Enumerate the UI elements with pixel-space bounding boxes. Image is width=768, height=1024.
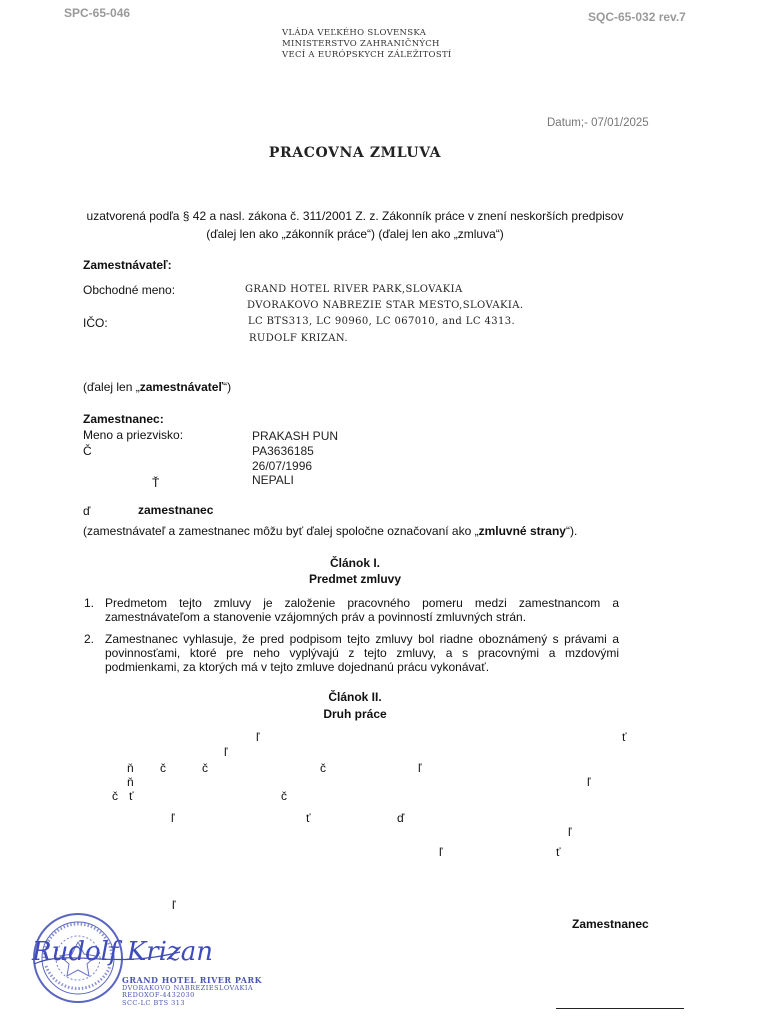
employer-line: DVORAKOVO NABREZIE STAR MESTO,SLOVAKIA.	[247, 300, 524, 311]
employer-name-label: Obchodné meno:	[83, 283, 176, 297]
text-fragment: ň	[127, 775, 134, 789]
employee-alias: zamestnanec	[138, 503, 214, 517]
text-fragment: ľ	[587, 775, 591, 789]
intro-line-1: uzatvorená podľa § 42 a nasl. zákona č. 311/2001 Z. z. Zákonník práce v znení neskorších predpisov	[86, 209, 624, 223]
alias-post: “)	[223, 380, 232, 394]
employee-value: PA3636185	[252, 444, 314, 458]
article1-item-text: Zamestnanec vyhlasuje, že pred podpisom tejto zmluvy bol riadne oboznámený s právami a povinnosťami, ktoré pre neho vyplývajú z tejto zmluvy, a s pracovnými a mzdovými podmienkami, za ktorých má v tejto zmluve dojednanú prácu vykonávať.	[105, 632, 619, 674]
employer-line: GRAND HOTEL RIVER PARK,SLOVAKIA	[245, 284, 463, 295]
text-fragment: č	[320, 761, 326, 775]
parties-pre: (zamestnávateľ a zamestnanec môžu byť ďalej spoločne označovaní ako „	[83, 524, 479, 538]
ministry-line: VLÁDA VEĽKÉHO SLOVENSKA	[282, 28, 427, 38]
article2-subheading: Druh práce	[323, 707, 387, 721]
text-fragment: č	[281, 789, 287, 803]
parties-note	[83, 524, 577, 538]
text-fragment: ľ	[256, 730, 260, 744]
article2-heading: Článok II.	[328, 690, 382, 704]
text-fragment: ď	[397, 811, 405, 825]
article1-heading: Článok I.	[329, 556, 380, 570]
document-title: PRACOVNA ZMLUVA	[268, 145, 442, 161]
text-fragment: ľ	[172, 898, 176, 912]
employee-label-2: Č	[83, 444, 92, 458]
ministry-line: MINISTERSTVO ZAHRANIČNÝCH	[282, 39, 440, 49]
document-code-left: SPC-65-046	[64, 6, 131, 20]
employer-alias	[83, 380, 231, 394]
parties-post: “).	[565, 524, 578, 538]
text-fragment: ľ	[171, 811, 175, 825]
stamp-line: GRAND HOTEL RIVER PARK	[122, 975, 263, 985]
employer-ico-label: IČO:	[83, 316, 108, 330]
employer-line: RUDOLF KRIZAN.	[249, 333, 348, 344]
intro-line-2: (ďalej len ako „zákonník práce“) (ďalej len ako „zmluva“)	[206, 227, 504, 241]
text-fragment: č	[202, 761, 208, 775]
parties-bold: zmluvné strany	[478, 524, 566, 538]
document-date: Datum;- 07/01/2025	[547, 117, 649, 129]
text-fragment: ť	[306, 811, 311, 825]
text-fragment: ť	[556, 845, 561, 859]
employee-value: NEPALI	[252, 473, 294, 487]
employee-label-4: Ť	[152, 476, 160, 490]
text-fragment: č	[112, 789, 118, 803]
employee-value: 26/07/1996	[252, 459, 313, 473]
text-fragment: č	[160, 761, 166, 775]
article1-item-number: 2.	[84, 632, 95, 646]
employee-alias-char: ď	[83, 504, 91, 518]
article1-item-text: Predmetom tejto zmluvy je založenie pracovného pomeru medzi zamestnancom a zamestnávateľom a stanovenie vzájomných práv a povinností zmluvných strán.	[105, 596, 619, 624]
employer-line: LC BTS313, LC 90960, LC 067010, and LC 4313.	[248, 316, 516, 327]
text-fragment: ľ	[568, 825, 572, 839]
employee-name-label: Meno a priezvisko:	[83, 428, 184, 442]
company-stamp	[122, 977, 262, 1007]
stamp-line: DVORAKOVO NABREZIESLOVAKIA	[122, 983, 254, 992]
alias-pre: (ďalej len „	[83, 380, 140, 394]
handwritten-signature	[30, 918, 213, 978]
text-fragment: ť	[622, 730, 627, 744]
text-fragment: ľ	[224, 745, 228, 759]
ministry-letterhead	[282, 28, 452, 61]
article1-subheading: Predmet zmluvy	[308, 572, 402, 586]
employee-heading: Zamestnanec:	[83, 412, 164, 426]
ministry-line: VECÍ A EURÓPSKYCH ZÁLEŽITOSTÍ	[282, 50, 452, 60]
employer-heading: Zamestnávateľ:	[83, 258, 172, 272]
stamp-line: SCC-LC BTS 313	[122, 998, 185, 1007]
employee-value: PRAKASH PUN	[252, 429, 339, 443]
text-fragment: ť	[129, 789, 134, 803]
text-fragment: ň	[127, 761, 134, 775]
stamp-line: REDOXOF-4432030	[122, 991, 195, 999]
article1-item-number: 1.	[84, 596, 95, 610]
text-fragment: ľ	[418, 761, 422, 775]
employee-signature-label: Zamestnanec	[572, 917, 649, 931]
document-code-right: SQC-65-032 rev.7	[588, 10, 686, 24]
text-fragment: ľ	[439, 845, 443, 859]
alias-bold: zamestnávateľ	[139, 380, 224, 394]
signature-line	[556, 1008, 684, 1009]
signature-text: Rudolf Krizan	[32, 937, 213, 967]
